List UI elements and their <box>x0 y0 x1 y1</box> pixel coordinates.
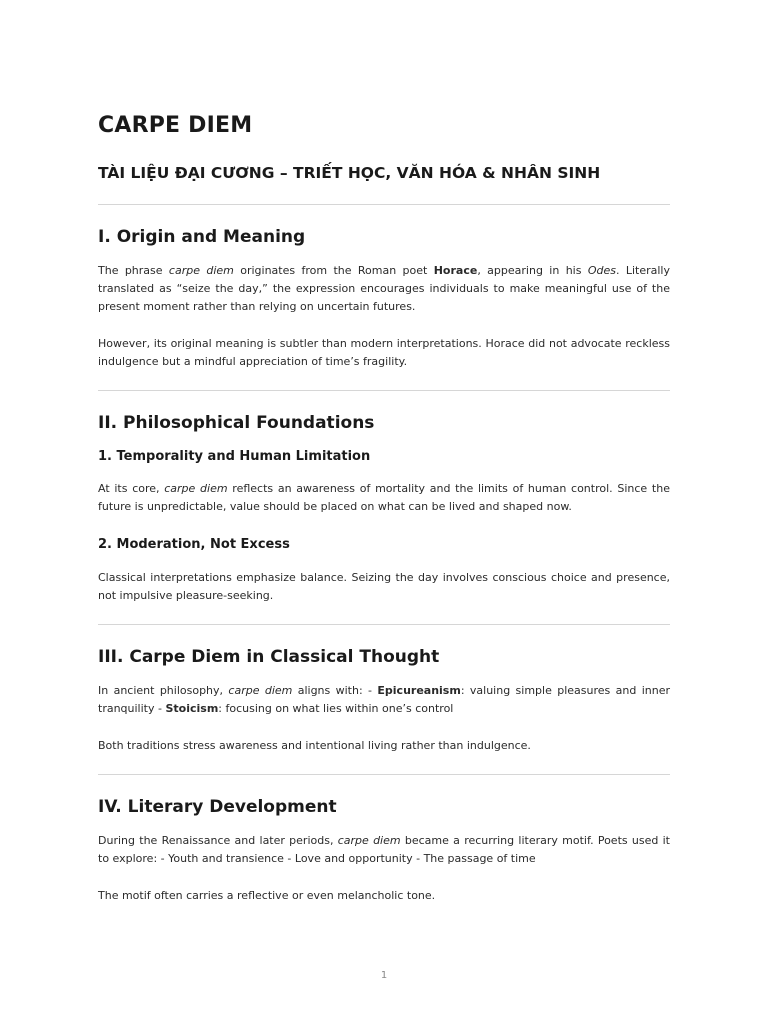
paragraph-literary-1: During the Renaissance and later periods, carpe diem became a recurring literary motif. Poets used it to explore: - Youth and transience - Love and opportunity - The passage of time <box>98 834 670 865</box>
paragraph-moderation: Classical interpretations emphasize balance. Seizing the day involves conscious choice and presence, not impulsive pleasure-seeking. <box>98 571 670 602</box>
subsection-heading-moderation: 2. Moderation, Not Excess <box>98 537 290 552</box>
document-page <box>98 112 670 905</box>
section-heading-literary: IV. Literary Development <box>98 797 337 817</box>
section-heading-origin: I. Origin and Meaning <box>98 227 306 247</box>
document-title: CARPE DIEM <box>98 113 253 138</box>
section-heading-classical-thought: III. Carpe Diem in Classical Thought <box>98 647 440 667</box>
document-subtitle: TÀI LIỆU ĐẠI CƯƠNG – TRIẾT HỌC, VĂN HÓA & NHÂN SINH <box>98 164 601 182</box>
divider <box>98 390 670 391</box>
paragraph-literary-2: The motif often carries a reflective or even melancholic tone. <box>98 889 436 902</box>
paragraph-temporality: At its core, carpe diem reflects an awareness of mortality and the limits of human control. Since the future is unpredictable, value should be placed on what can be lived and shaped now. <box>98 482 670 513</box>
section-heading-philosophical: II. Philosophical Foundations <box>98 413 375 433</box>
divider <box>98 624 670 625</box>
paragraph-origin-2: However, its original meaning is subtler than modern interpretations. Horace did not advocate reckless indulgence but a mindful appreciation of time’s fragility. <box>98 337 670 368</box>
subsection-heading-temporality: 1. Temporality and Human Limitation <box>98 449 371 464</box>
page-number: 1 <box>380 970 388 981</box>
divider <box>98 204 670 205</box>
paragraph-origin-1: The phrase carpe diem originates from the Roman poet Horace, appearing in his Odes. Literally translated as “seize the day,” the expression encourages individuals to make meaningful use of the present moment rather than relying on uncertain futures. <box>98 264 670 313</box>
paragraph-classical-2: Both traditions stress awareness and intentional living rather than indulgence. <box>98 739 531 752</box>
divider <box>98 774 670 775</box>
paragraph-classical-1: In ancient philosophy, carpe diem aligns with: - Epicureanism: valuing simple pleasures and inner tranquility - Stoicism: focusing on what lies within one’s control <box>98 684 670 715</box>
